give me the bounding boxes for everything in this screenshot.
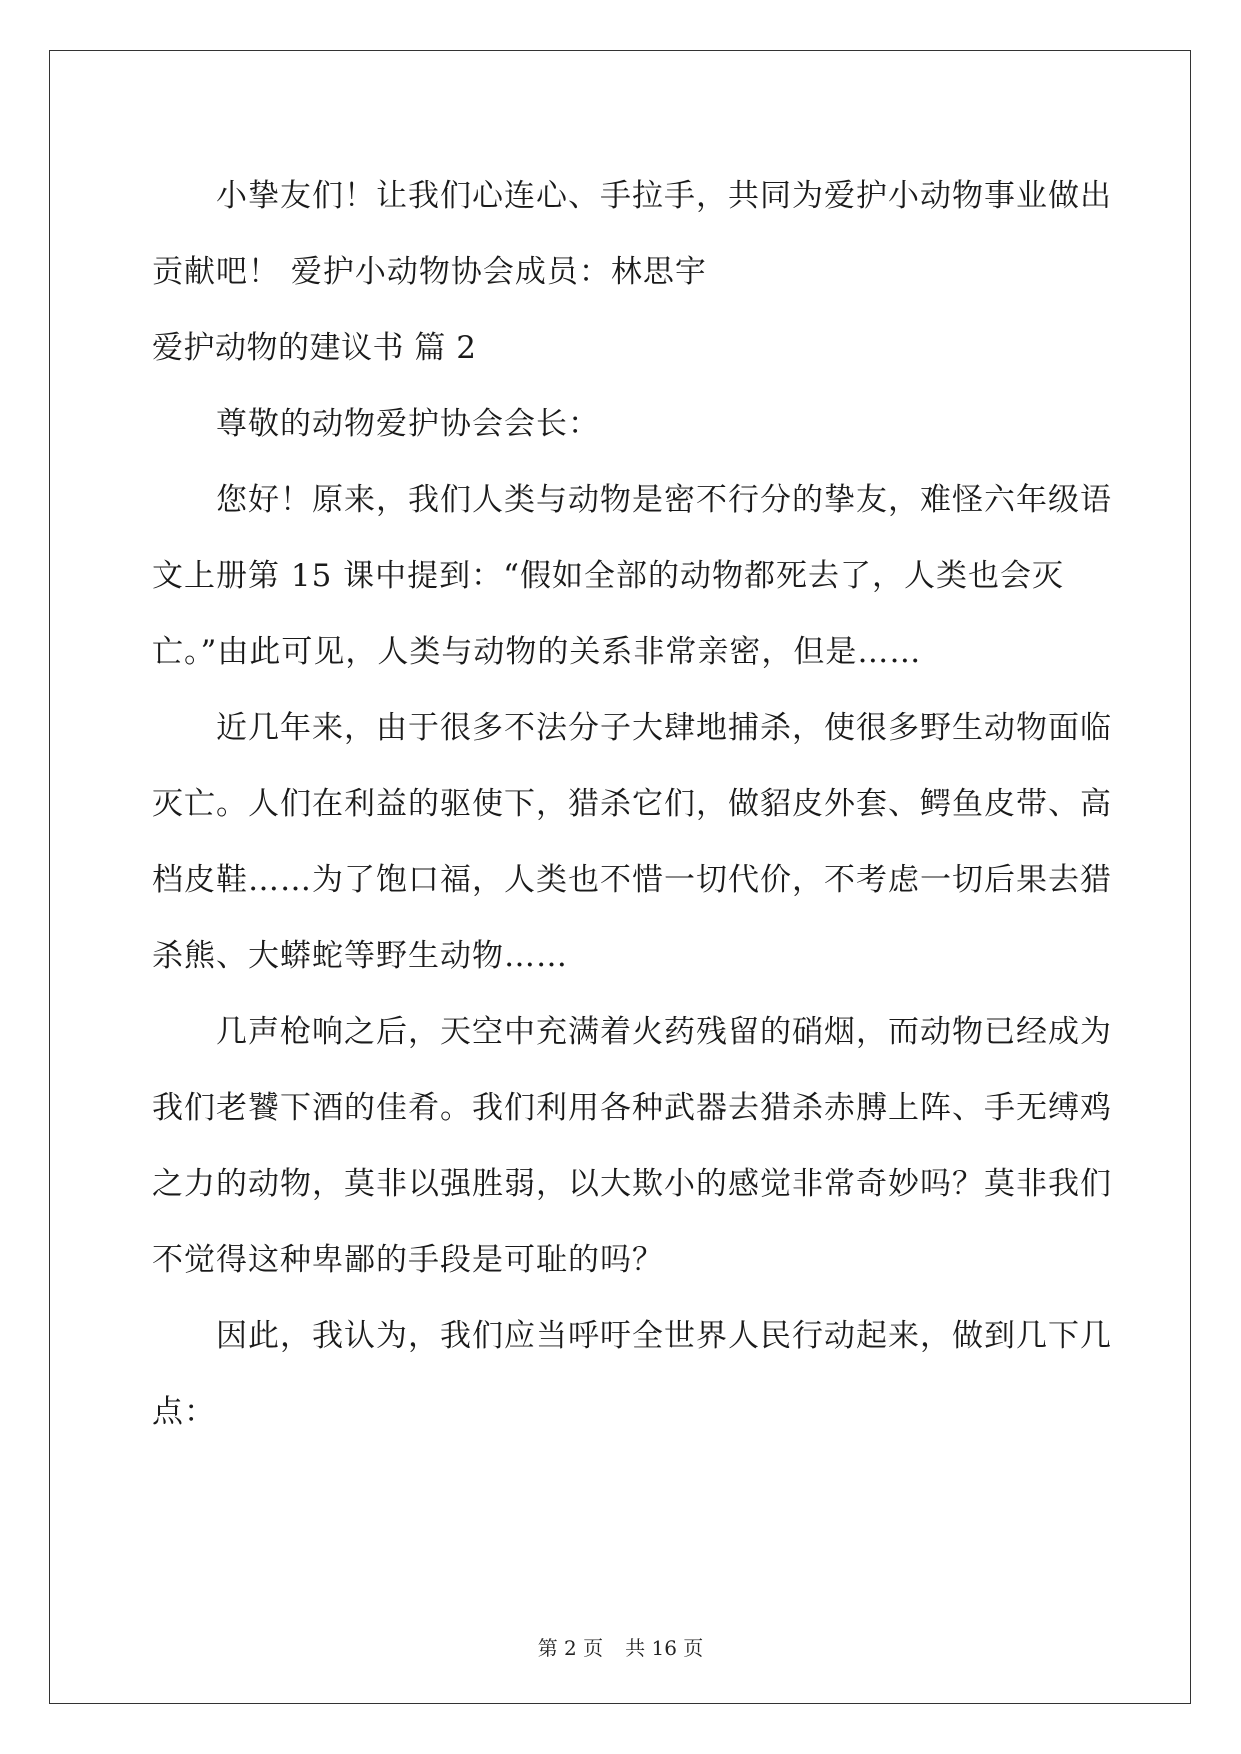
paragraph-line: 文上册第 15 课中提到：“假如全部的动物都死去了，人类也会灭 — [152, 558, 1064, 594]
paragraph-line: 杀熊、大蟒蛇等野生动物…… — [152, 938, 568, 974]
paragraph-line: 不觉得这种卑鄙的手段是可耻的吗？ — [152, 1242, 664, 1278]
paragraph-line: 点： — [152, 1394, 216, 1430]
salutation: 尊敬的动物爱护协会会长： — [216, 406, 600, 442]
paragraph-line: 几声枪响之后，天空中充满着火药残留的硝烟，而动物已经成为 — [216, 1014, 1112, 1050]
document-body — [152, 158, 1112, 1450]
page-number: 第 2 页 — [537, 1636, 604, 1660]
paragraph-line: 我们老饕下酒的佳肴。我们利用各种武器去猎杀赤膊上阵、手无缚鸡 — [152, 1090, 1112, 1126]
paragraph-line: 之力的动物，莫非以强胜弱，以大欺小的感觉非常奇妙吗？莫非我们 — [152, 1166, 1112, 1202]
paragraph-line: 灭亡。人们在利益的驱使下，猎杀它们，做貂皮外套、鳄鱼皮带、高 — [152, 786, 1112, 822]
paragraph-line: 您好！原来，我们人类与动物是密不行分的挚友，难怪六年级语 — [216, 482, 1112, 518]
paragraph-line: 档皮鞋……为了饱口福，人类也不惜一切代价，不考虑一切后果去猎 — [152, 862, 1112, 898]
paragraph-line: 贡献吧！ 爱护小动物协会成员：林思宇 — [152, 254, 707, 290]
paragraph-line: 近几年来，由于很多不法分子大肆地捕杀，使很多野生动物面临 — [216, 710, 1112, 746]
section-heading: 爱护动物的建议书 篇 2 — [152, 330, 477, 366]
page-footer — [0, 1636, 1241, 1660]
paragraph-line: 因此，我认为，我们应当呼吁全世界人民行动起来，做到几下几 — [216, 1318, 1112, 1354]
paragraph-line: 亡。”由此可见，人类与动物的关系非常亲密，但是…… — [152, 634, 922, 670]
paragraph-line: 小挚友们！让我们心连心、手拉手，共同为爱护小动物事业做出 — [216, 178, 1112, 214]
page-total: 共 16 页 — [625, 1636, 704, 1660]
